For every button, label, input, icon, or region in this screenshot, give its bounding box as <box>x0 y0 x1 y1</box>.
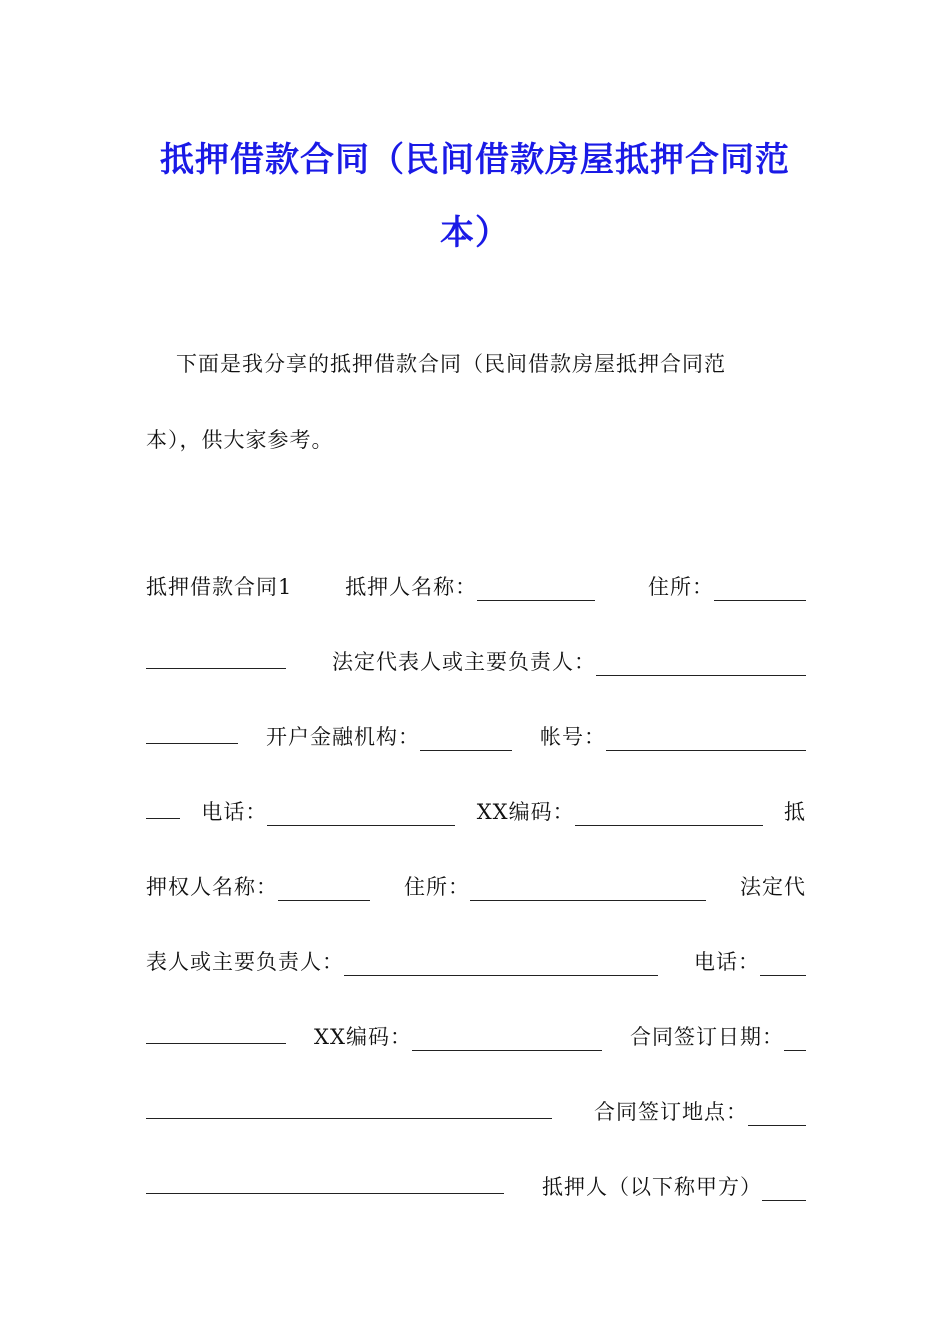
account-label: 帐号： <box>540 725 606 749</box>
contract-line-7 <box>146 1021 806 1051</box>
contract-line-5 <box>146 871 806 901</box>
contract-line-3 <box>146 721 806 751</box>
legal-rep2-blank <box>344 953 658 976</box>
contract-line-8 <box>146 1096 806 1126</box>
mortgagee-name-blank <box>278 878 370 901</box>
phone2-blank-cont <box>146 1021 286 1044</box>
intro-line2: 本），供大家参考。 <box>146 428 334 452</box>
party-a-blank <box>762 1178 806 1201</box>
legal-rep-blank <box>596 653 806 676</box>
postcode-blank <box>575 803 763 826</box>
contract-heading: 抵押借款合同1 <box>146 575 293 599</box>
postcode2-label: XX编码： <box>314 1025 412 1049</box>
sign-date-blank <box>784 1028 806 1051</box>
phone-blank <box>267 803 455 826</box>
account-blank <box>606 728 806 751</box>
address2-blank <box>470 878 706 901</box>
legal-rep-blank-cont <box>146 721 238 744</box>
mortgagor-name-blank <box>477 578 595 601</box>
address-blank <box>714 578 806 601</box>
phone-label: 电话： <box>201 800 268 824</box>
bank-blank <box>420 728 512 751</box>
mortgagee-label-start: 抵 <box>783 800 806 824</box>
legal-rep2-label-rest: 表人或主要负责人： <box>146 950 344 974</box>
legal-rep2-label-start: 法定代 <box>740 875 806 899</box>
postcode-label: XX编码： <box>476 800 575 824</box>
postcode2-blank <box>412 1028 602 1051</box>
intro-line1: 下面是我分享的抵押借款合同（民间借款房屋抵押合同范 <box>176 352 726 376</box>
sign-place-blank-cont <box>146 1171 504 1194</box>
bank-label: 开户金融机构： <box>266 725 420 749</box>
party-a-label: 抵押人（以下称甲方） <box>542 1175 762 1199</box>
mortgagee-label-rest: 押权人名称： <box>146 875 278 899</box>
contract-line-4 <box>146 796 806 826</box>
phone2-label: 电话： <box>694 950 760 974</box>
document-title-line2: 本） <box>440 213 510 253</box>
account-blank-cont <box>146 796 180 819</box>
document-title-line1: 抵押借款合同（民间借款房屋抵押合同范 <box>160 140 790 180</box>
sign-date-blank-cont <box>146 1096 552 1119</box>
contract-line-9 <box>146 1171 806 1201</box>
phone2-blank <box>760 953 806 976</box>
address-label: 住所： <box>648 575 714 599</box>
sign-place-blank <box>748 1103 806 1126</box>
contract-line-2 <box>146 646 806 676</box>
legal-rep-label: 法定代表人或主要负责人： <box>332 650 596 674</box>
sign-date-label: 合同签订日期： <box>630 1025 784 1049</box>
address2-label: 住所： <box>404 875 470 899</box>
address-blank-cont <box>146 646 286 669</box>
sign-place-label: 合同签订地点： <box>594 1100 748 1124</box>
contract-line-1 <box>146 571 806 601</box>
contract-line-6 <box>146 946 806 976</box>
mortgagor-name-label: 抵押人名称： <box>345 575 478 599</box>
